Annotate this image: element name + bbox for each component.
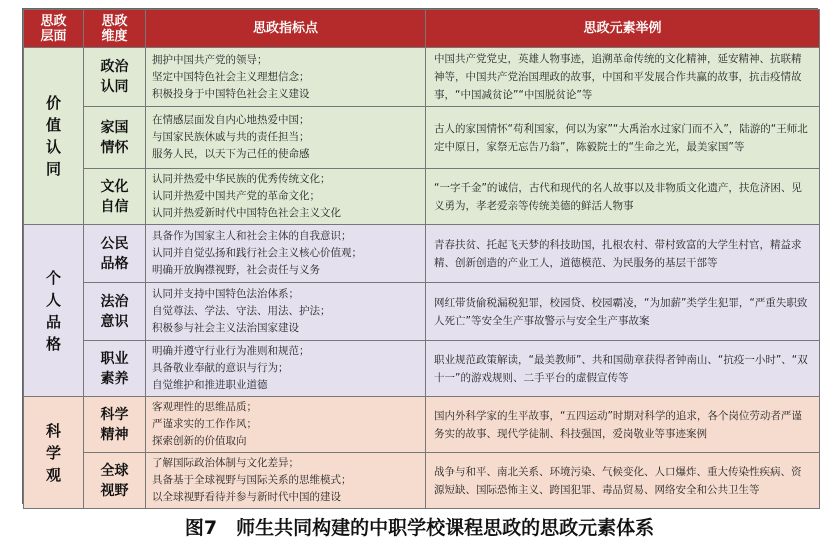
- table-header-row: [24, 10, 820, 48]
- example-cell: 青春扶贫、托起飞天梦的科技助国，扎根农村、带村致富的大学生村官，精益求精、创新创造的产业工人，道德模范、为民服务的基层干部等: [426, 225, 820, 283]
- indicator-cell: 客观理性的思维品质； 严谨求实的工作作风； 探索创新的价值取向: [146, 397, 426, 453]
- category-value-identity: 价 值 认 同: [24, 48, 84, 225]
- example-cell: 中国共产党党史，英雄人物事迹，追溯革命传统的文化精神，延安精神、抗联精神等，中国共产党治国理政的故事，中国和平发展合作共赢的故事，抗击疫情故事，“中国减贫论”“中国脱贫论”等: [426, 48, 820, 107]
- dimension-cell: 家国 情怀: [84, 107, 146, 169]
- table-row: [24, 169, 820, 225]
- example-cell: 古人的家国情怀“苟利国家，何以为家”“大禹治水过家门而不入”，陆游的“王师北定中原日，家祭无忘告乃翁”，陈毅院士的“生命之光，最美家国”等: [426, 107, 820, 169]
- category-scientific-view: 科 学 观: [24, 397, 84, 509]
- table-row: [24, 397, 820, 453]
- indicator-cell: 认同并热爱中华民族的优秀传统文化； 认同并热爱中国共产党的革命文化； 认同并热爱新时代中国特色社会主义文化: [146, 169, 426, 225]
- example-cell: 网红带货偷税漏税犯罪，校园贷、校园霸凌，“为加薪”类学生犯罪，“严重失职致人死亡”等安全生产事故警示与安全生产事故案: [426, 283, 820, 341]
- element-system-table: [22, 8, 818, 504]
- category-personal-character: 个 人 品 格: [24, 225, 84, 397]
- figure-caption: 图7 师生共同构建的中职学校课程思政的思政元素体系: [184, 517, 655, 539]
- dimension-cell: 科学 精神: [84, 397, 146, 453]
- table-row: [24, 341, 820, 397]
- indicator-cell: 具备作为国家主人和社会主体的自我意识； 认同并自觉弘扬和践行社会主义核心价值观； 明确开放胸襟视野，社会责任与义务: [146, 225, 426, 283]
- example-cell: 国内外科学家的生平故事，“五四运动”时期对科学的追求，各个岗位劳动者严谨务实的故事、现代学徒制、科技强国，爱岗敬业等事迹案例: [426, 397, 820, 453]
- dimension-cell: 职业 素养: [84, 341, 146, 397]
- header-indicator: 思政指标点: [146, 10, 426, 48]
- table-row: [24, 48, 820, 107]
- indicator-cell: 了解国际政治体制与文化差异； 具备基于全球视野与国际关系的思维模式； 以全球视野看待并参与新时代中国的建设: [146, 453, 426, 509]
- table: [23, 9, 820, 509]
- indicator-cell: 拥护中国共产党的领导； 坚定中国特色社会主义理想信念； 积极投身于中国特色社会主义建设: [146, 48, 426, 107]
- dimension-cell: 政治 认同: [84, 48, 146, 107]
- indicator-cell: 明确并遵守行业行为准则和规范； 具备敬业奉献的意识与行为； 自觉维护和推进职业道德: [146, 341, 426, 397]
- header-dimension: 思政 维度: [84, 10, 146, 48]
- example-cell: 战争与和平、南北关系、环境污染、气候变化、人口爆炸、重大传染性疾病、资源短缺、国际恐怖主义、跨国犯罪、毒品贸易、网络安全和公共卫生等: [426, 453, 820, 509]
- dimension-cell: 全球 视野: [84, 453, 146, 509]
- table-row: [24, 225, 820, 283]
- header-level: 思政 层面: [24, 10, 84, 48]
- indicator-cell: 在情感层面发自内心地热爱中国； 与国家民族休戚与共的责任担当； 服务人民，以天下为己任的使命感: [146, 107, 426, 169]
- table-row: [24, 453, 820, 509]
- dimension-cell: 法治 意识: [84, 283, 146, 341]
- dimension-cell: 公民 品格: [84, 225, 146, 283]
- indicator-cell: 认同并支持中国特色法治体系； 自觉尊法、学法、守法、用法、护法； 积极参与社会主义法治国家建设: [146, 283, 426, 341]
- example-cell: “一字千金”的诚信，古代和现代的名人故事以及非物质文化遗产，扶危济困、见义勇为，孝老爱亲等传统美德的鲜活人物事: [426, 169, 820, 225]
- example-cell: 职业规范政策解读，“最美教师”、共和国勋章获得者钟南山、“抗疫一小时”、“双十一”的游戏规则、二手平台的虚假宣传等: [426, 341, 820, 397]
- table-row: [24, 283, 820, 341]
- header-examples: 思政元素举例: [426, 10, 820, 48]
- dimension-cell: 文化 自信: [84, 169, 146, 225]
- table-row: [24, 107, 820, 169]
